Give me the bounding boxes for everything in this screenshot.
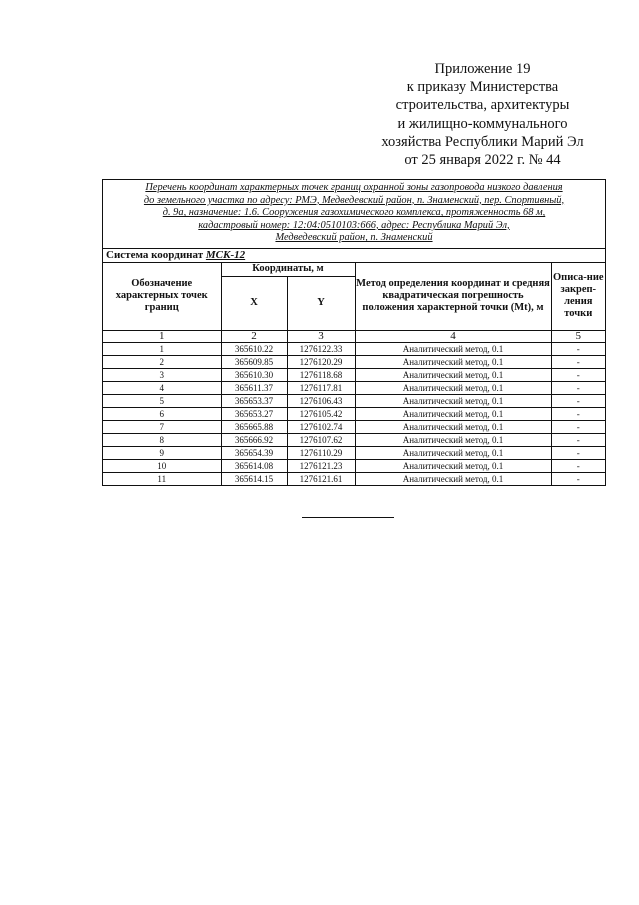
point-number-cell: 2 bbox=[103, 355, 221, 368]
method-cell: Аналитический метод, 0.1 bbox=[355, 433, 551, 446]
appendix-line: Приложение 19 bbox=[434, 61, 531, 77]
point-number-cell: 11 bbox=[103, 472, 221, 485]
title-line: кадастровый номер: 12:04:0510103:666, адрес: Республика Марий Эл, bbox=[198, 219, 510, 231]
point-number-cell: 1 bbox=[103, 342, 221, 355]
x-cell: 365653.27 bbox=[221, 407, 287, 420]
appendix-line: к приказу Министерства bbox=[406, 79, 559, 96]
y-cell: 1276117.81 bbox=[287, 381, 355, 394]
coordinates-table-frame bbox=[102, 179, 606, 486]
x-cell: 365610.22 bbox=[221, 342, 287, 355]
method-cell: Аналитический метод, 0.1 bbox=[355, 355, 551, 368]
method-cell: Аналитический метод, 0.1 bbox=[355, 368, 551, 381]
column-number: 2 bbox=[221, 330, 287, 342]
x-header: X bbox=[221, 276, 287, 330]
description-cell: - bbox=[551, 472, 605, 485]
point-number-cell: 8 bbox=[103, 433, 221, 446]
x-cell: 365610.30 bbox=[221, 368, 287, 381]
description-cell: - bbox=[551, 407, 605, 420]
y-cell: 1276102.74 bbox=[287, 420, 355, 433]
description-cell: - bbox=[551, 368, 605, 381]
coordinate-system-label: Система координат bbox=[106, 249, 204, 262]
point-number-cell: 3 bbox=[103, 368, 221, 381]
y-cell: 1276121.61 bbox=[287, 472, 355, 485]
table-row bbox=[103, 446, 605, 459]
method-cell: Аналитический метод, 0.1 bbox=[355, 394, 551, 407]
description-cell: - bbox=[551, 459, 605, 472]
coordinate-system-value: МСК-12 bbox=[205, 249, 246, 262]
x-cell: 365654.39 bbox=[221, 446, 287, 459]
x-cell: 365666.92 bbox=[221, 433, 287, 446]
description-cell: - bbox=[551, 381, 605, 394]
column-number: 1 bbox=[103, 330, 221, 342]
table-title bbox=[103, 180, 605, 248]
appendix-line: строительства, архитектуры bbox=[395, 97, 570, 114]
title-line: Перечень координат характерных точек границ охранной зоны газопровода низкого давления bbox=[145, 182, 563, 193]
table-row bbox=[103, 407, 605, 420]
x-cell: 365614.15 bbox=[221, 472, 287, 485]
point-number-cell: 6 bbox=[103, 407, 221, 420]
y-cell: 1276118.68 bbox=[287, 368, 355, 381]
appendix-header bbox=[340, 60, 625, 169]
x-cell: 365653.37 bbox=[221, 394, 287, 407]
x-cell: 365611.37 bbox=[221, 381, 287, 394]
y-cell: 1276106.43 bbox=[287, 394, 355, 407]
point-number-cell: 5 bbox=[103, 394, 221, 407]
description-header: Описа-ние закреп-ления точки bbox=[551, 262, 605, 330]
y-cell: 1276120.29 bbox=[287, 355, 355, 368]
point-number-cell: 10 bbox=[103, 459, 221, 472]
point-number-cell: 4 bbox=[103, 381, 221, 394]
x-cell: 365665.88 bbox=[221, 420, 287, 433]
column-numbers-row bbox=[103, 330, 605, 342]
description-cell: - bbox=[551, 433, 605, 446]
column-number: 4 bbox=[355, 330, 551, 342]
description-cell: - bbox=[551, 420, 605, 433]
point-header: Обозначение характерных точек границ bbox=[103, 262, 221, 330]
y-cell: 1276121.23 bbox=[287, 459, 355, 472]
description-cell: - bbox=[551, 446, 605, 459]
table-row bbox=[103, 459, 605, 472]
y-cell: 1276122.33 bbox=[287, 342, 355, 355]
method-cell: Аналитический метод, 0.1 bbox=[355, 407, 551, 420]
y-cell: 1276105.42 bbox=[287, 407, 355, 420]
table-row bbox=[103, 381, 605, 394]
method-cell: Аналитический метод, 0.1 bbox=[355, 420, 551, 433]
table-body bbox=[103, 342, 605, 485]
title-line: до земельного участка по адресу: РМЭ, Медведевский район, п. Знаменский, пер. Спортивный, bbox=[143, 194, 565, 206]
table-row bbox=[103, 394, 605, 407]
method-header: Метод определения координат и средняя квадратическая погрешность положения характерной точки (Mt), м bbox=[355, 262, 551, 330]
x-cell: 365614.08 bbox=[221, 459, 287, 472]
x-cell: 365609.85 bbox=[221, 355, 287, 368]
table-row bbox=[103, 355, 605, 368]
description-cell: - bbox=[551, 355, 605, 368]
description-cell: - bbox=[551, 342, 605, 355]
appendix-line: хозяйства Республики Марий Эл bbox=[381, 133, 584, 150]
coordinates-table bbox=[103, 248, 605, 485]
method-cell: Аналитический метод, 0.1 bbox=[355, 381, 551, 394]
coordinate-system-row bbox=[103, 248, 605, 262]
y-cell: 1276110.29 bbox=[287, 446, 355, 459]
table-row bbox=[103, 472, 605, 485]
title-line: д. 9а, назначение: 1.6. Сооружения газохимического комплекса, протяженность 68 м, bbox=[162, 207, 546, 219]
y-header: Y bbox=[287, 276, 355, 330]
description-cell: - bbox=[551, 394, 605, 407]
table-row bbox=[103, 433, 605, 446]
column-number: 5 bbox=[551, 330, 605, 342]
column-number: 3 bbox=[287, 330, 355, 342]
table-row bbox=[103, 342, 605, 355]
point-number-cell: 9 bbox=[103, 446, 221, 459]
method-cell: Аналитический метод, 0.1 bbox=[355, 342, 551, 355]
appendix-line: от 25 января 2022 г. № 44 bbox=[404, 152, 561, 169]
coordinate-system bbox=[103, 248, 605, 262]
coords-header: Координаты, м bbox=[221, 262, 355, 276]
y-cell: 1276107.62 bbox=[287, 433, 355, 446]
table-row bbox=[103, 368, 605, 381]
point-number-cell: 7 bbox=[103, 420, 221, 433]
appendix-line: и жилищно-коммунального bbox=[397, 115, 568, 132]
header-row bbox=[103, 262, 605, 276]
method-cell: Аналитический метод, 0.1 bbox=[355, 446, 551, 459]
method-cell: Аналитический метод, 0.1 bbox=[355, 459, 551, 472]
table-row bbox=[103, 420, 605, 433]
method-cell: Аналитический метод, 0.1 bbox=[355, 472, 551, 485]
bottom-divider bbox=[302, 517, 394, 518]
title-line: Медведевский район, п. Знаменский bbox=[275, 232, 433, 244]
